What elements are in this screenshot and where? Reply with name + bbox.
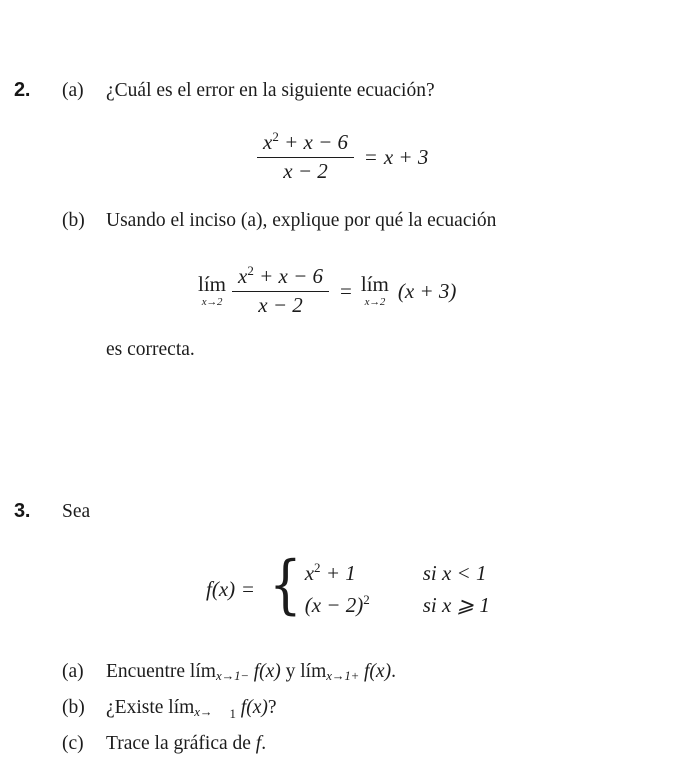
limit-op-label: lím [189,661,216,682]
limit-op-label: lím [360,272,389,297]
inline-limit-left-hand [190,661,249,682]
function-expression: f(x) [240,697,268,718]
period: . [261,733,267,754]
right-side: x + 3 [383,144,429,169]
limit-subscript-value: 1 [229,706,236,721]
left-curly-brace-icon: { [269,548,302,622]
limit-operator-right [361,274,389,308]
exercise-2-part-b-text: Usando el inciso (a), explique por qué la ecuación [106,210,497,231]
period: . [391,661,396,682]
fraction [257,130,354,184]
fraction-bar [232,291,329,293]
part-a-prefix: Encuentre [106,661,190,682]
inline-limit-right-hand [300,661,359,682]
equals-sign: = [365,144,377,169]
cases-block [261,548,490,622]
exercise-2-equation-a [253,130,428,184]
exercise-2-part-b-label: (b) [62,210,85,231]
inline-limit [168,697,212,718]
limit-subscript: x→1− [215,668,249,683]
limit-subscript: x→2 [364,296,386,309]
exercise-2-part-b-trailing-text: es correcta. [106,339,195,360]
conjunction-y: y [280,661,301,682]
exercise-3-part-c-label: (c) [62,733,84,754]
limit-operator-left [198,274,226,308]
exercise-3-part-b-label: (b) [62,697,85,718]
exercise-2-part-a-label: (a) [62,80,84,101]
fraction-bar [257,157,354,159]
case-row [305,590,490,622]
exercise-3-number: 3. [14,500,31,522]
equals-sign: = [340,278,352,303]
fraction-denominator: x − 2 [258,293,303,318]
limit-op-label: lím [198,272,227,297]
exercise-3-lead-text: Sea [62,501,91,522]
exercise-2-equation-b [196,264,456,318]
fraction-denominator: x − 2 [283,159,328,184]
equals-sign: = [242,577,254,602]
part-b-prefix: ¿Existe [106,697,169,718]
function-expression: f(x) [253,661,281,682]
function-name: f(x) [206,577,236,602]
exercise-3-part-a-label: (a) [62,661,84,682]
function-expression: f(x) [364,661,392,682]
limit-subscript: x→1+ [326,668,360,683]
exercise-3-part-a-text [106,661,396,683]
fraction [232,264,329,318]
limit-op-label: lím [168,697,195,718]
exercise-3-piecewise-equation [206,548,490,622]
right-side: (x + 3) [397,278,457,303]
fraction-numerator: $x^2 + x - 6$ [238,263,324,288]
case-value: $x^2 + 1$ [304,560,356,585]
limit-subscript: x→ [194,704,213,719]
function-symbol: f [255,733,262,754]
question-mark: ? [267,697,277,718]
case-row [305,558,490,590]
case-value: $(x - 2)^2$ [304,591,370,617]
exercise-2-part-a-text: ¿Cuál es el error en la siguiente ecuación? [106,80,435,101]
cases-rows [303,558,490,622]
exercise-3-part-b-text [106,697,277,722]
limit-op-label: lím [300,661,327,682]
case-condition: si x ⩾ 1 [422,592,490,617]
exercise-3-part-c-text [106,733,266,755]
fraction-numerator: $x^2 + x - 6$ [263,129,349,154]
exercise-2-number: 2. [14,79,31,101]
case-condition: si x < 1 [422,561,487,585]
limit-subscript: x→2 [201,296,223,309]
part-c-prefix: Trace la gráfica de [106,733,256,754]
